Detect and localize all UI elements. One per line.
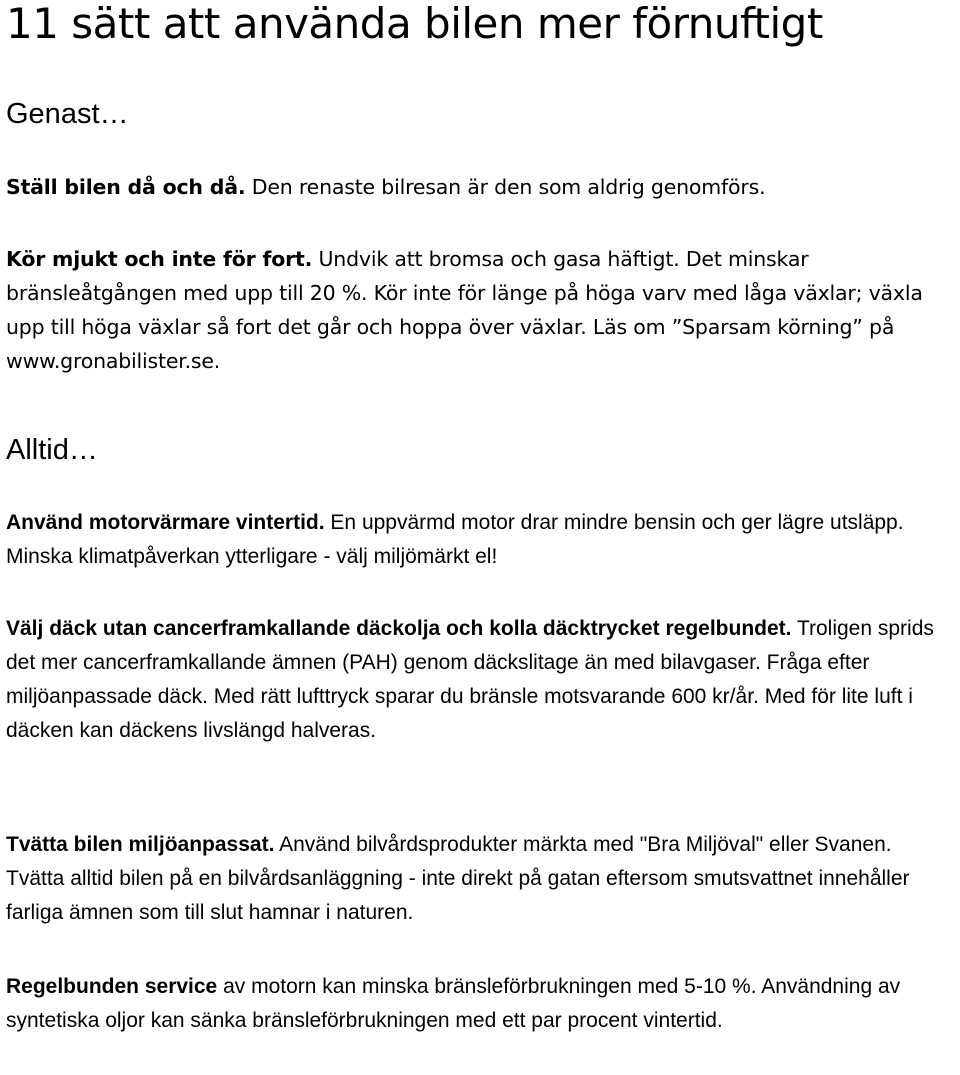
- tip-service-title: Regelbunden service: [6, 975, 218, 998]
- section-heading-always: Alltid…: [6, 434, 98, 466]
- tip-park-car-title: Ställ bilen då och då.: [6, 175, 246, 199]
- tip-engine-heater-title: Använd motorvärmare vintertid.: [6, 511, 325, 534]
- tip-tyres-text: Troligen sprids det mer cancerframkallande ämnen (PAH) genom däckslitage än med bilavgaser. Fråga efter miljöanpassade däck. Med rätt lufttryck sparar du bränsle motsvarande 600 kr/år. Med för lite luft i däcken kan däckens livslängd halveras.: [6, 617, 934, 742]
- tip-service: [6, 970, 951, 1038]
- tip-drive-smoothly-title: Kör mjukt och inte för fort.: [6, 247, 313, 271]
- tip-car-wash-text: Använd bilvårdsprodukter märkta med "Bra Miljöval" eller Svanen. Tvätta alltid bilen på en bilvårdsanläggning - inte direkt på gatan eftersom smutsvattnet innehåller farliga ämnen som till slut hamnar i naturen.: [6, 833, 910, 924]
- tip-engine-heater-text: En uppvärmd motor drar mindre bensin och ger lägre utsläpp. Minska klimatpåverkan ytterligare - välj miljömärkt el!: [6, 511, 904, 568]
- tip-engine-heater: [6, 506, 951, 574]
- page-title: 11 sätt att använda bilen mer förnuftigt: [6, 0, 823, 48]
- tip-drive-smoothly-text: Undvik att bromsa och gasa häftigt. Det minskar bränsleåtgången med upp till 20 %. Kör inte för länge på höga varv med låga växlar; växla upp till höga växlar så fort det går och hoppa över växlar. Läs om ”Sparsam körning” på www.gronabilister.se.: [6, 247, 923, 373]
- tip-park-car: [6, 170, 951, 204]
- tip-drive-smoothly: [6, 242, 951, 378]
- tip-car-wash-title: Tvätta bilen miljöanpassat.: [6, 833, 275, 856]
- tip-service-text: av motorn kan minska bränsleförbrukningen med 5-10 %. Användning av syntetiska oljor kan sänka bränsleförbrukningen med ett par procent vintertid.: [6, 975, 901, 1032]
- section-heading-now: Genast…: [6, 98, 129, 130]
- tip-park-car-text: Den renaste bilresan är den som aldrig genomförs.: [245, 175, 766, 199]
- tip-car-wash: [6, 828, 951, 930]
- tip-tyres: [6, 612, 951, 748]
- tip-tyres-title: Välj däck utan cancerframkallande däckolja och kolla däcktrycket regelbundet.: [6, 617, 792, 640]
